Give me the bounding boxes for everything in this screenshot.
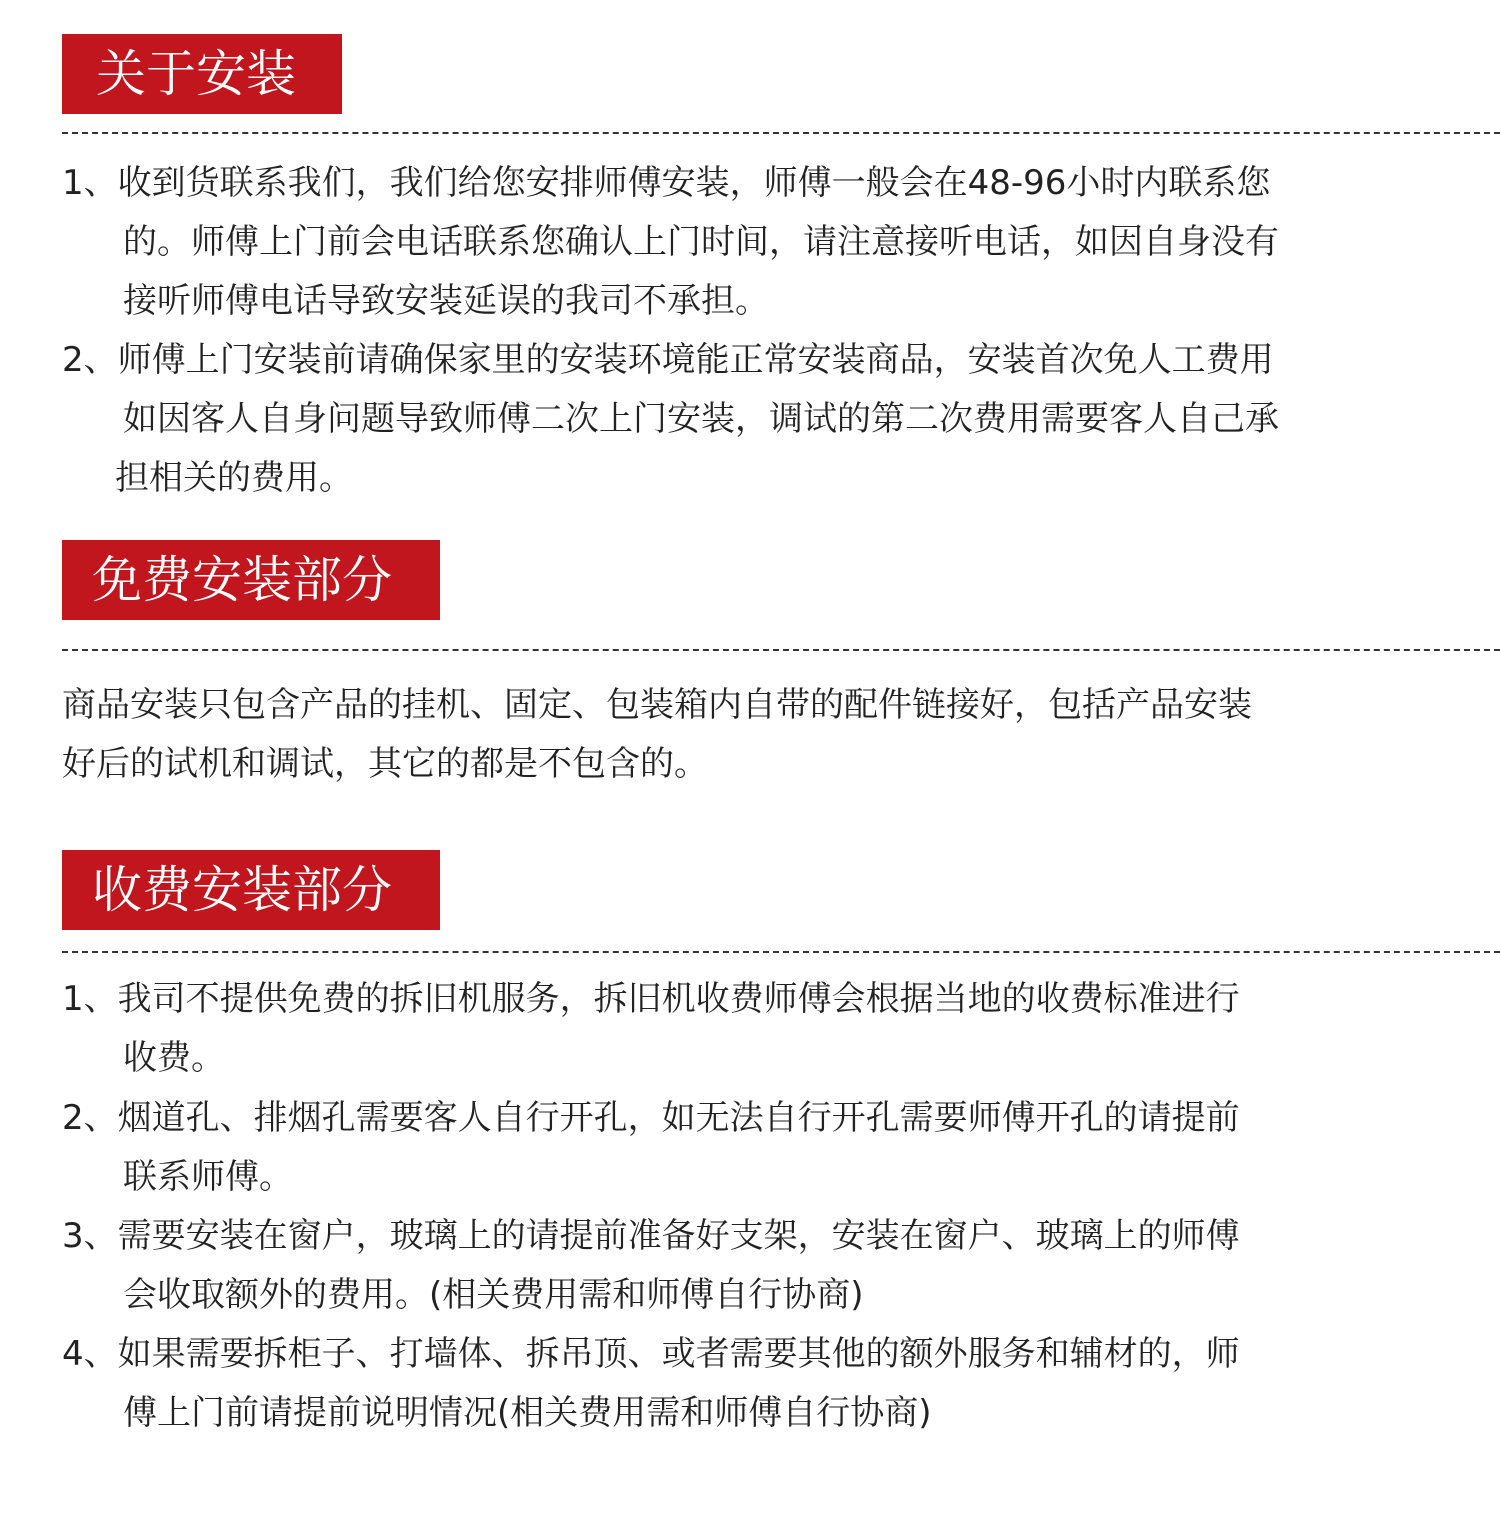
list-item-line: 1、收到货联系我们，我们给您安排师傅安装，师傅一般会在48-96小时内联系您 (62, 163, 1271, 203)
list-item (62, 1089, 1412, 1207)
list-item-line: 联系师傅。 (123, 1157, 293, 1197)
list-item (62, 154, 1412, 331)
section-title-about-install: 关于安装 (62, 34, 342, 114)
list-item-line: 3、需要安装在窗户，玻璃上的请提前准备好支架，安装在窗户、玻璃上的师傅 (62, 1216, 1240, 1256)
list-item-line: 1、我司不提供免费的拆旧机服务，拆旧机收费师傅会根据当地的收费标准进行 (62, 979, 1240, 1019)
list-item-line: 2、烟道孔、排烟孔需要客人自行开孔，如无法自行开孔需要师傅开孔的请提前 (62, 1098, 1240, 1138)
paragraph-line: 好后的试机和调试，其它的都是不包含的。 (62, 744, 708, 784)
list-item-line: 2、师傅上门安装前请确保家里的安装环境能正常安装商品，安装首次免人工费用 (62, 340, 1274, 380)
list-item-line: 收费。 (123, 1038, 225, 1078)
list-item (62, 970, 1412, 1088)
list-item-line: 如因客人自身问题导致师傅二次上门安装，调试的第二次费用需要客人自己承 (123, 399, 1279, 439)
section-divider (62, 951, 1500, 953)
section-title-paid-install: 收费安装部分 (62, 850, 440, 930)
paragraph-line: 商品安装只包含产品的挂机、固定、包装箱内自带的配件链接好，包括产品安装 (62, 685, 1252, 725)
list-item-line: 傅上门前请提前说明情况(相关费用需和师傅自行协商) (123, 1393, 932, 1433)
section-title-free-install: 免费安装部分 (62, 540, 440, 620)
list-item (62, 1325, 1412, 1443)
list-item-line: 会收取额外的费用。(相关费用需和师傅自行协商) (123, 1275, 864, 1315)
section-divider (62, 649, 1500, 651)
list-item (62, 331, 1412, 508)
list-item-line: 的。师傅上门前会电话联系您确认上门时间，请注意接听电话，如因自身没有 (123, 222, 1279, 262)
list-item-line: 4、如果需要拆柜子、打墙体、拆吊顶、或者需要其他的额外服务和辅材的，师 (62, 1334, 1240, 1374)
list-item (62, 1207, 1412, 1325)
list-item-line: 担相关的费用。 (115, 458, 353, 498)
list-item-line: 接听师傅电话导致安装延误的我司不承担。 (123, 281, 769, 321)
free-install-paragraph (62, 676, 1252, 794)
section-divider (62, 132, 1500, 134)
